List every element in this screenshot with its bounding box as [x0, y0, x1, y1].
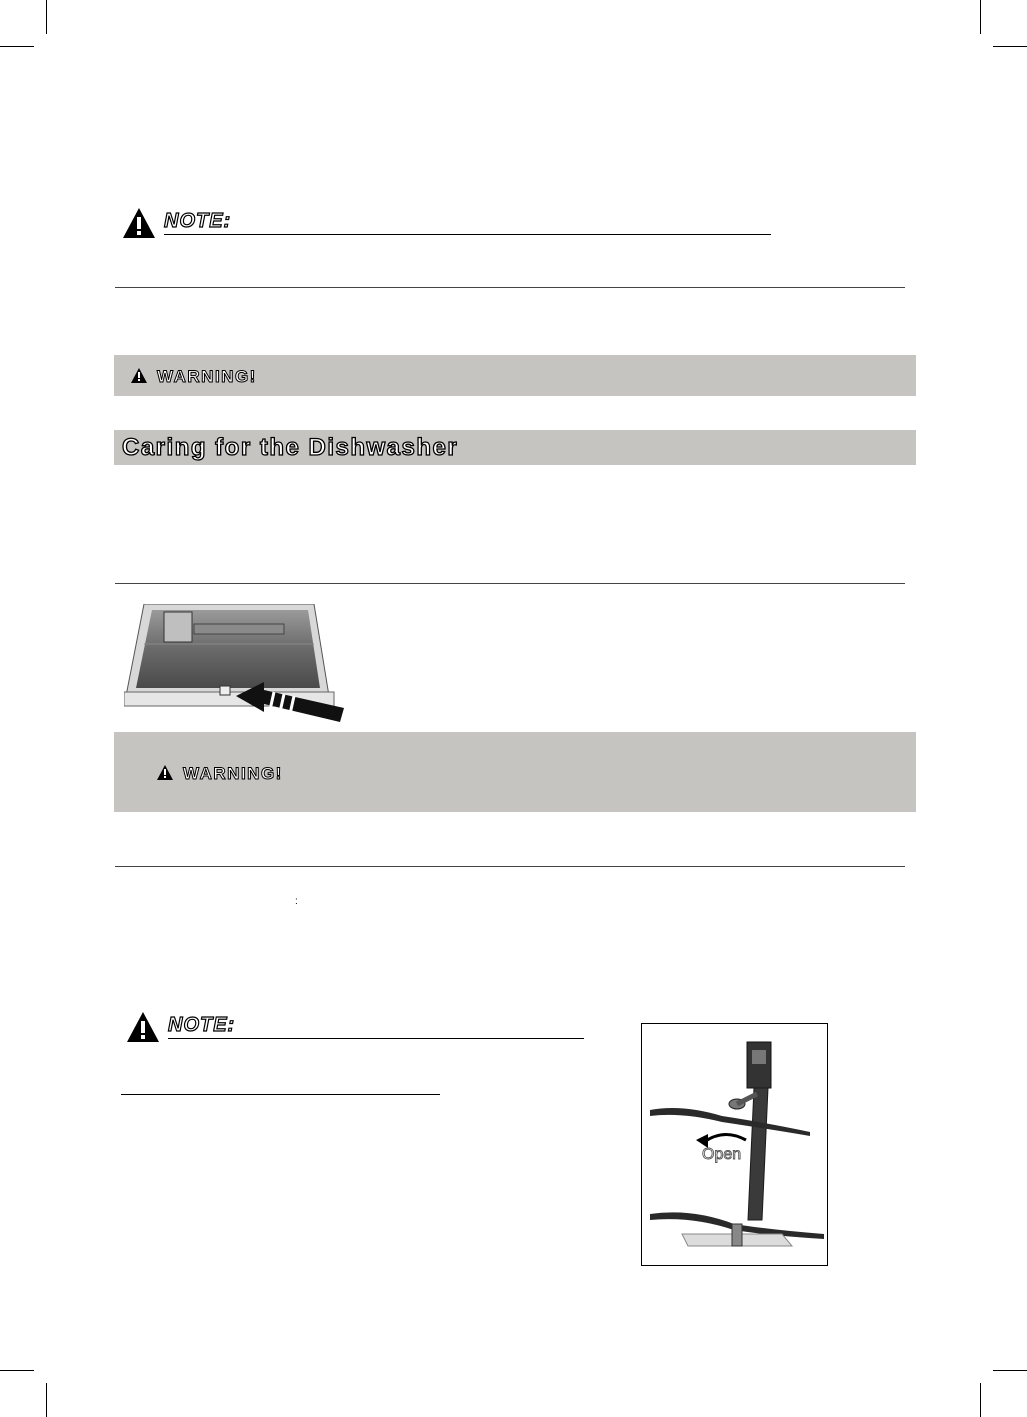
- spray-arm-illustration: [642, 1024, 827, 1265]
- warning-triangle-icon: [122, 207, 156, 239]
- open-label: Open: [702, 1146, 742, 1163]
- section-title: Caring for the Dishwasher: [122, 434, 459, 461]
- note-underline: [164, 234, 771, 235]
- crop-mark: [46, 1383, 47, 1417]
- section-divider: [115, 287, 905, 288]
- warning-label: WARNING!: [157, 367, 257, 386]
- warning-bar: [114, 355, 916, 396]
- crop-mark: [993, 1370, 1027, 1371]
- crop-mark: [0, 46, 34, 47]
- warning-triangle-icon: [156, 764, 174, 781]
- section-header: [114, 430, 916, 465]
- text-underline: [121, 1094, 440, 1095]
- crop-mark: [993, 46, 1027, 47]
- dishwasher-door-illustration: [124, 604, 354, 728]
- section-divider: [115, 583, 905, 584]
- warning-bar: [114, 732, 916, 812]
- stray-colon: :: [295, 896, 298, 907]
- note-label: NOTE:: [164, 210, 232, 232]
- crop-mark: [0, 1370, 34, 1371]
- crop-mark: [46, 0, 47, 34]
- crop-mark: [980, 0, 981, 34]
- warning-triangle-icon: [126, 1011, 160, 1043]
- warning-label: WARNING!: [183, 764, 283, 783]
- spray-arm-figure: [641, 1023, 828, 1266]
- crop-mark: [980, 1383, 981, 1417]
- note-underline: [168, 1038, 584, 1039]
- warning-triangle-icon: [130, 367, 148, 384]
- section-divider: [115, 866, 905, 867]
- note-label: NOTE:: [168, 1014, 236, 1036]
